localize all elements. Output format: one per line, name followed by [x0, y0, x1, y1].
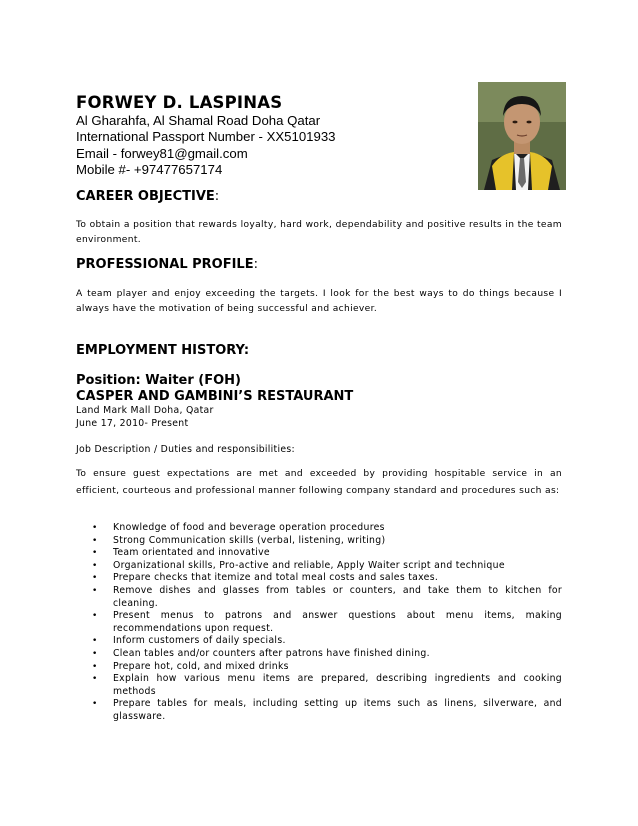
career-objective-heading: CAREER OBJECTIVE:: [76, 189, 220, 204]
list-item: • Team orientated and innovative: [92, 547, 270, 559]
list-item: • Knowledge of food and beverage operation procedures: [92, 522, 385, 533]
address: Al Gharahfa, Al Shamal Road Doha Qatar: [76, 113, 321, 128]
list-item: • Remove dishes and glasses from tables or counters, and take them to kitchen for cleaning.: [92, 584, 562, 609]
email: Email - forwey81@gmail.com: [76, 145, 248, 161]
bullet-icon: •: [92, 573, 98, 584]
portrait-image: [478, 82, 566, 190]
duties-label: Job Description / Duties and responsibilities:: [76, 444, 295, 455]
position-title: Position: Waiter (FOH): [76, 373, 242, 388]
professional-profile-text: A team player and enjoy exceeding the targets. I look for the best ways to do things because I always have the motivation of being successful and achiever.: [76, 289, 562, 314]
bullet-icon: •: [92, 699, 98, 710]
bullet-icon: •: [92, 560, 98, 571]
company-name: CASPER AND GAMBINI’S RESTAURANT: [76, 389, 354, 404]
bullet-icon: •: [92, 585, 98, 596]
contact-info: [76, 113, 336, 179]
employment-history-heading: EMPLOYMENT HISTORY:: [76, 343, 250, 358]
bullet-icon: •: [92, 636, 98, 647]
list-item: • Organizational skills, Pro-active and reliable, Apply Waiter script and technique: [92, 559, 505, 571]
job-location: Land Mark Mall Doha, Qatar: [76, 405, 214, 416]
bullet-icon: •: [92, 523, 98, 533]
career-objective-text: To obtain a position that rewards loyalty, hard work, dependability and positive results in the team environment.: [76, 220, 562, 245]
bullet-icon: •: [92, 661, 98, 672]
mobile: Mobile #- +97477657174: [76, 162, 223, 178]
career-objective-heading-text: CAREER OBJECTIVE: [76, 189, 215, 204]
job-dates: June 17, 2010- Present: [76, 418, 189, 429]
list-item: • Strong Communication skills (verbal, listening, writing): [92, 534, 386, 546]
bullet-icon: •: [92, 548, 98, 559]
duties-intro: To ensure guest expectations are met and exceeded by providing hospitable service in an efficient, courteous and professional manner following company standard and procedures such as:: [76, 469, 562, 496]
list-item: • Prepare checks that itemize and total meal costs and sales taxes.: [92, 572, 439, 584]
profile-photo: [478, 82, 566, 190]
professional-profile-heading-text: PROFESSIONAL PROFILE: [76, 257, 254, 272]
professional-profile-heading: PROFESSIONAL PROFILE:: [76, 257, 258, 272]
list-item: • Clean tables and/or counters after patrons have finished dining.: [92, 647, 430, 659]
list-item: • Prepare hot, cold, and mixed drinks: [92, 660, 289, 672]
list-item: • Inform customers of daily specials.: [92, 635, 286, 647]
list-item: • Explain how various menu items are prepared, describing ingredients and cooking methods: [92, 673, 562, 697]
bullet-icon: •: [92, 535, 98, 546]
bullet-icon: •: [92, 611, 98, 622]
list-item: • Prepare tables for meals, including setting up items such as linens, silverware, and glassware.: [92, 698, 562, 722]
passport-number: International Passport Number - XX5101933: [76, 129, 336, 145]
duties-list: [92, 522, 562, 724]
list-item: • Present menus to patrons and answer questions about menu items, making recommendations upon request.: [92, 610, 562, 634]
bullet-icon: •: [92, 648, 98, 659]
candidate-name: FORWEY D. LASPINAS: [76, 93, 283, 112]
bullet-icon: •: [92, 674, 98, 685]
